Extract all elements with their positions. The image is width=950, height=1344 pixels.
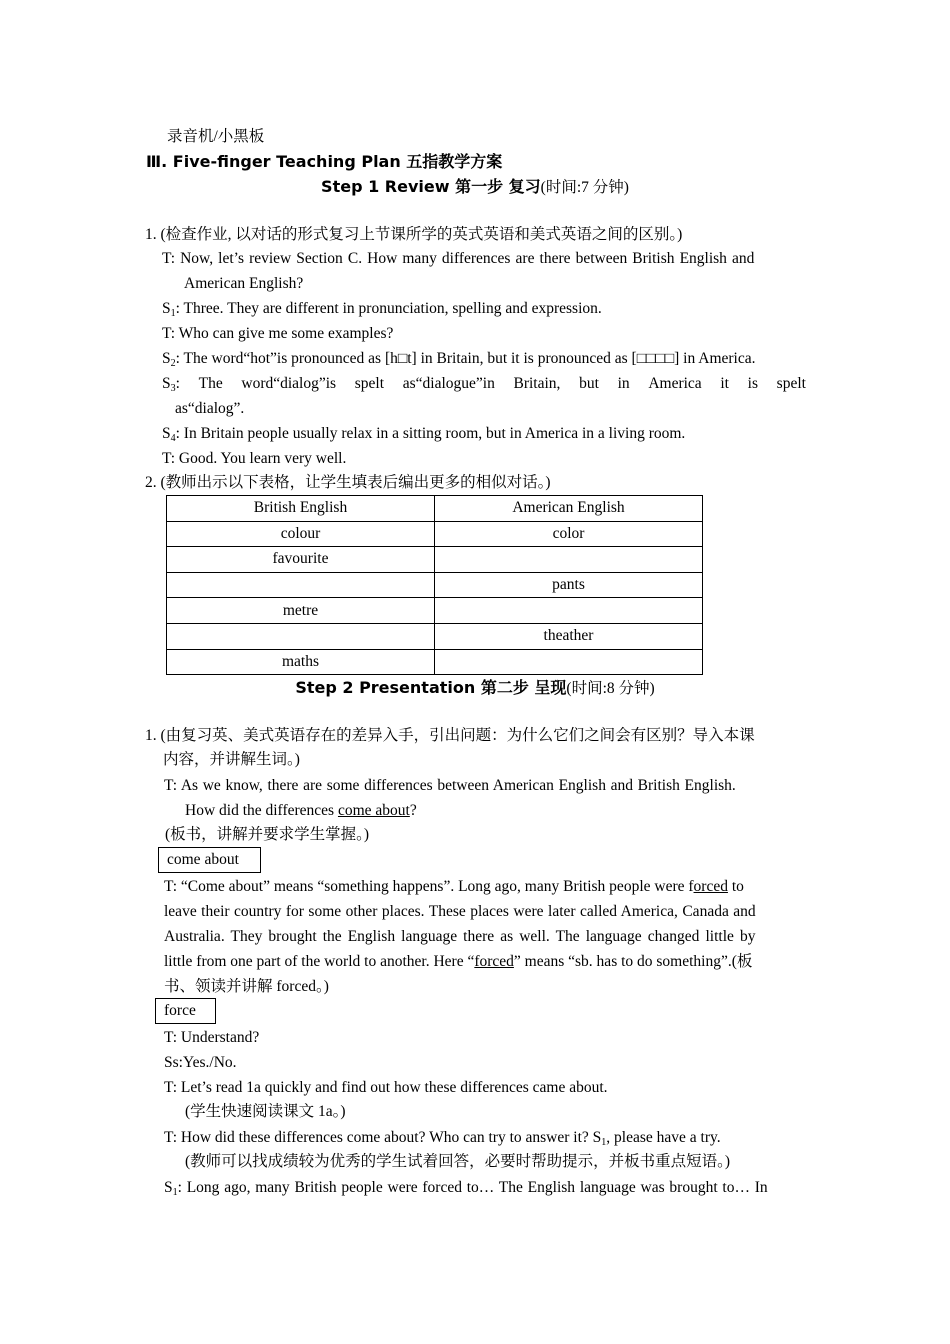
text-run: ” means “sb. has to do something”.(板	[513, 953, 753, 970]
speaker-colon: :	[175, 375, 180, 392]
speaker-subscript: 1	[601, 1137, 607, 1148]
step1-s3-line2: as“dialog”.	[175, 400, 245, 417]
step2-t1-line2	[185, 801, 417, 821]
step2-note1: (板书，讲解并要求学生掌握。)	[165, 826, 370, 843]
step1-s1-line	[162, 299, 602, 319]
justified-word: it	[720, 375, 729, 392]
speaker-text: : Long ago, many British people were forced to… The English language was brought to… In	[177, 1179, 768, 1196]
speaker-subscript: 3	[170, 383, 176, 394]
step2-p1-line4	[164, 952, 752, 972]
step2-t4-line	[164, 1128, 721, 1148]
step2-item1-line2: 内容，并讲解生词。)	[163, 751, 300, 768]
table-cell: metre	[167, 598, 435, 624]
speaker-label: S	[162, 300, 171, 317]
step2-p1-line3: Australia. They brought the English language there as well. The language changed little by	[164, 928, 756, 945]
justified-word: as“dialogue”in	[402, 375, 495, 392]
table-cell: colour	[167, 521, 435, 547]
step1-t3-line: T: Good. You learn very well.	[162, 450, 347, 467]
text-run: little from one part of the world to another. Here “	[164, 953, 475, 970]
step1-item1-intro: 1. (检查作业, 以对话的形式复习上节课所学的英式英语和美式英语之间的区别。)	[145, 226, 683, 243]
table-cell: color	[435, 521, 703, 547]
table-cell	[167, 623, 435, 649]
step1-t1-line1-text: T: Now, let’s review Section C. How many differences are there between British English and	[162, 250, 755, 267]
text-run: , please have a try.	[606, 1129, 721, 1146]
step2-s1-line	[164, 1178, 806, 1198]
step2-title-text: Step 2 Presentation 第二步 呈现	[295, 678, 567, 697]
speaker-text: : Three. They are different in pronunciation, spelling and expression.	[175, 300, 602, 317]
board-box-force: force	[155, 998, 216, 1024]
justified-word: America	[648, 375, 702, 392]
speaker-prefix	[162, 374, 180, 394]
table-cell: maths	[167, 649, 435, 675]
step2-t1-line1	[164, 776, 806, 796]
table-cell	[167, 572, 435, 598]
speaker-label: S	[162, 425, 171, 442]
table-row	[167, 623, 703, 649]
table-cell	[435, 598, 703, 624]
justified-word: The	[198, 375, 223, 392]
step2-p1-line2: leave their country for some other places. These places were later called America, Canada and	[164, 903, 756, 920]
underlined-word: forced	[474, 953, 514, 970]
justified-word: spelt	[354, 375, 385, 392]
justified-word: but	[579, 375, 599, 392]
table-row	[167, 649, 703, 675]
step2-p1-line5: 书、领读并讲解 forced。)	[164, 978, 329, 995]
speaker-subscript: 4	[170, 433, 176, 444]
speaker-label: S	[162, 350, 171, 367]
text-run: How did the differences	[185, 802, 338, 819]
text-run: T: How did these differences come about? Who can try to answer it? S	[164, 1129, 602, 1146]
step2-note2: (学生快速阅读课文 1a。)	[185, 1103, 346, 1120]
step2-time: (时间:8 分钟)	[566, 680, 655, 697]
underlined-word: orced	[693, 878, 728, 895]
table-header-cell: British English	[167, 496, 435, 522]
step1-item2-intro: 2. (教师出示以下表格，让学生填表后编出更多的相似对话。)	[145, 474, 551, 491]
step2-ss-line: Ss:Yes./No.	[164, 1054, 237, 1071]
p1-line1-content	[164, 877, 744, 897]
step2-p1-line1	[164, 877, 806, 897]
justified-word: Britain,	[513, 375, 561, 392]
table-row	[167, 521, 703, 547]
english-comparison-table	[166, 495, 703, 675]
step1-s4-line	[162, 424, 685, 444]
step2-item1-line1: 1. (由复习英、美式英语存在的差异入手，引出问题：为什么它们之间会有区别？导入本课	[145, 727, 755, 744]
table-cell	[435, 547, 703, 573]
section-heading: Ⅲ. Five-finger Teaching Plan 五指教学方案	[146, 152, 503, 171]
step1-t1-line1	[162, 249, 806, 269]
underlined-phrase: come about	[337, 802, 410, 819]
step1-time: (时间:7 分钟)	[540, 179, 629, 196]
s1-content	[164, 1178, 768, 1198]
text-run: to	[727, 878, 744, 895]
table-cell	[435, 649, 703, 675]
step1-title-text: Step 1 Review 第一步 复习	[321, 177, 541, 196]
table-cell: favourite	[167, 547, 435, 573]
text-run: T: “Come about” means “something happens”. Long ago, many British people were f	[164, 878, 694, 895]
table-row	[167, 547, 703, 573]
step1-t1-line2: American English?	[184, 275, 304, 292]
step2-title	[0, 678, 950, 699]
speaker-subscript: 2	[170, 358, 176, 369]
justified-word: spelt	[776, 375, 806, 392]
board-box-come-about: come about	[158, 847, 261, 873]
speaker-subscript: 1	[172, 1187, 178, 1198]
table-header-row	[167, 496, 703, 522]
materials-line: 录音机/小黑板	[167, 128, 265, 145]
step1-s2-line	[162, 349, 755, 369]
text-run: ?	[409, 802, 417, 819]
table-cell: theather	[435, 623, 703, 649]
step2-t3-line: T: Let’s read 1a quickly and find out how these differences came about.	[164, 1079, 608, 1096]
speaker-label: S	[164, 1179, 173, 1196]
table-row	[167, 598, 703, 624]
step1-t2-line: T: Who can give me some examples?	[162, 325, 394, 342]
step2-t1-line1-text: T: As we know, there are some differences between American English and British English.	[164, 777, 736, 794]
speaker-text: : The word“hot”is pronounced as [h□t] in Britain, but it is pronounced as [□□□□] in America.	[175, 350, 756, 367]
table-header-cell: American English	[435, 496, 703, 522]
table-cell: pants	[435, 572, 703, 598]
justified-word: in	[617, 375, 630, 392]
speaker-text: : In Britain people usually relax in a sitting room, but in America in a living room.	[175, 425, 686, 442]
step1-s3-line1	[162, 374, 806, 394]
speaker-label: S	[162, 375, 171, 392]
step2-note3: (教师可以找成绩较为优秀的学生试着回答，必要时帮助提示，并板书重点短语。)	[185, 1153, 731, 1170]
step1-title	[0, 177, 950, 198]
table-row	[167, 572, 703, 598]
justified-word: is	[747, 375, 758, 392]
speaker-subscript: 1	[170, 308, 176, 319]
justified-word: word“dialog”is	[241, 375, 337, 392]
step2-t2-line: T: Understand?	[164, 1029, 260, 1046]
